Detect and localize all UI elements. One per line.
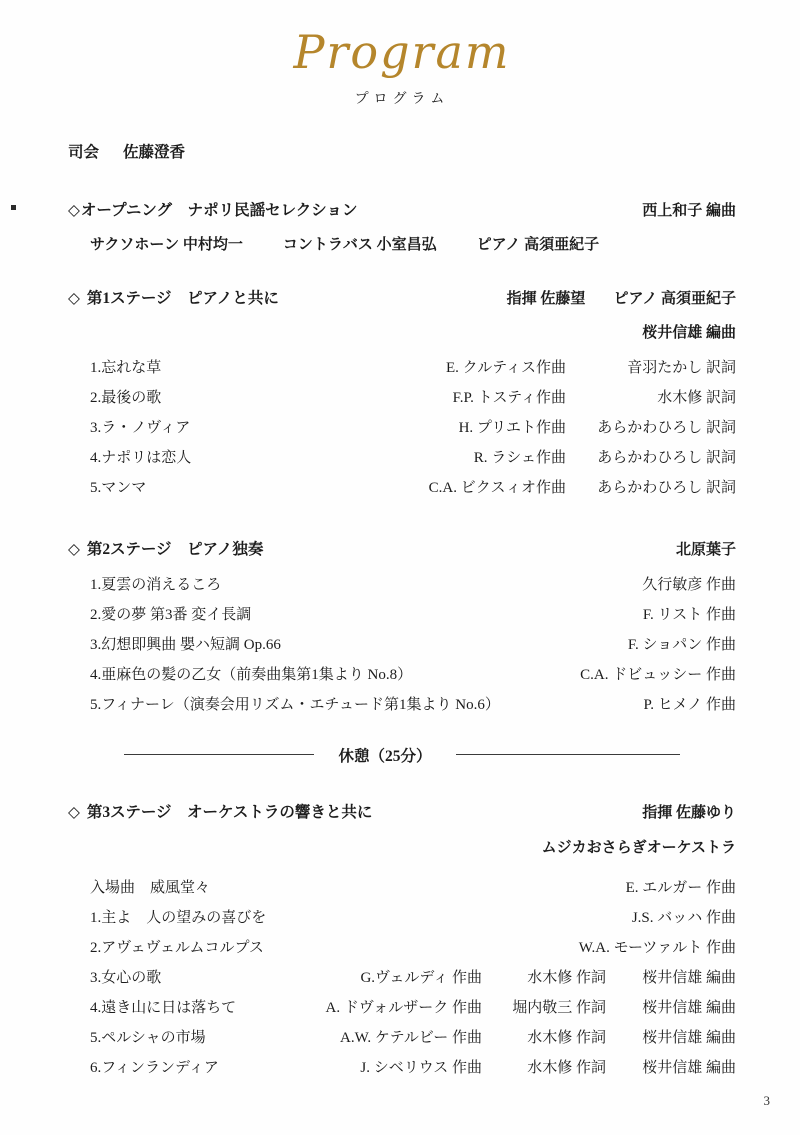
- song-name: フィナーレ（演奏会用リズム・エチュード第1集より No.6）: [101, 696, 500, 713]
- lyricist-credit: 水木修 作詞: [527, 1059, 606, 1076]
- arranger-credit: 桜井信雄 編曲: [642, 1029, 736, 1046]
- song-number: 5.: [90, 1029, 102, 1046]
- song-name: ナポリは恋人: [101, 449, 192, 466]
- composer-credit: A.W. ケテルビー 作曲: [340, 1029, 482, 1046]
- song-title: [90, 939, 561, 957]
- diamond-icon: ◇: [68, 201, 80, 219]
- song-title: [90, 449, 456, 467]
- composer-credit: F. リスト 作曲: [642, 606, 736, 623]
- song-name: 幻想即興曲 嬰ハ短調 Op.66: [101, 636, 281, 653]
- song-title: [90, 419, 441, 437]
- performer-contrabass: コントラバス 小室昌弘: [282, 236, 437, 253]
- song-title: [90, 479, 411, 497]
- composer-credit: H. プリエト作曲: [458, 419, 566, 436]
- song-number: 2.: [90, 606, 102, 623]
- song-number: 3.: [90, 969, 102, 986]
- song-title: [90, 1029, 322, 1047]
- section-header-stage2: [68, 537, 736, 559]
- divider-line-left: [124, 754, 314, 755]
- lyricist-credit: 水木修 作詞: [527, 969, 606, 986]
- performer-saxophone: サクソホーン 中村均一: [90, 236, 243, 253]
- stage2-performer: 北原葉子: [675, 541, 736, 558]
- composer-credit: 久行敏彦 作曲: [642, 576, 736, 593]
- composer-credit: E. クルティス作曲: [445, 359, 566, 376]
- song-name: 遠き山に日は落ちて: [101, 999, 237, 1016]
- diamond-icon: ◇: [68, 540, 80, 558]
- stage2-title: [68, 537, 676, 559]
- section-header-stage3: [68, 800, 736, 822]
- song-name: 最後の歌: [101, 389, 162, 406]
- stage2-credits: [676, 538, 736, 559]
- song-number: 2.: [90, 939, 102, 956]
- composer-credit: J. シベリウス 作曲: [360, 1059, 482, 1076]
- song-title: [90, 879, 608, 897]
- page-title-script: Program: [293, 25, 511, 79]
- arranger-credit: 桜井信雄 編曲: [642, 999, 736, 1016]
- song-title: [90, 999, 308, 1017]
- song-name: アヴェヴェルムコルプス: [101, 939, 264, 956]
- song-row: [68, 939, 736, 957]
- song-name: マンマ: [101, 479, 147, 496]
- stage1-pianist: ピアノ 高須亜紀子: [613, 290, 736, 307]
- composer-credit: C.A. ドビュッシー 作曲: [580, 666, 736, 683]
- song-title: [90, 909, 614, 927]
- composer-credit: G.ヴェルディ 作曲: [360, 969, 482, 986]
- composer-credit: J.S. バッハ 作曲: [631, 909, 736, 926]
- emcee-role: 司会: [68, 143, 100, 161]
- opening-title-text: オープニング ナポリ民謡セレクション: [80, 201, 358, 219]
- song-row: [68, 909, 736, 927]
- song-number: 3.: [90, 419, 102, 436]
- song-name: 女心の歌: [101, 969, 162, 986]
- lyricist-credit: 水木修 作詞: [527, 1029, 606, 1046]
- opening-arranger: 西上和子 編曲: [642, 202, 736, 219]
- stage3-title-text: 第3ステージ オーケストラの響きと共に: [86, 803, 373, 821]
- song-row: [68, 359, 736, 377]
- stage1-arranger: 桜井信雄 編曲: [642, 324, 736, 341]
- song-name: 主よ 人の望みの喜びを: [101, 909, 267, 926]
- composer-credit: P. ヒメノ 作曲: [643, 696, 736, 713]
- song-title: [90, 969, 342, 987]
- song-row: [68, 479, 736, 497]
- song-number: 1.: [90, 359, 102, 376]
- stage1-items: [68, 359, 736, 497]
- lyricist-credit: あらかわひろし 訳詞: [597, 449, 736, 466]
- diamond-icon: ◇: [68, 289, 80, 307]
- song-number: 1.: [90, 576, 102, 593]
- stage3-items-b: [68, 969, 736, 1077]
- song-number: 入場曲: [90, 879, 151, 896]
- composer-credit: E. エルガー 作曲: [625, 879, 736, 896]
- composer-credit: W.A. モーツァルト 作曲: [578, 939, 736, 956]
- song-name: ペルシャの市場: [101, 1029, 206, 1046]
- opening-credits: [642, 199, 736, 220]
- song-title: [90, 576, 624, 594]
- performer-piano: ピアノ 高須亜紀子: [476, 236, 600, 253]
- song-number: 5.: [90, 696, 102, 713]
- song-row: [68, 606, 736, 624]
- intermission-divider: [68, 744, 736, 766]
- song-row: [68, 696, 736, 714]
- song-row: [68, 969, 736, 987]
- song-title: [90, 359, 428, 377]
- song-row: [68, 1029, 736, 1047]
- stage1-title: [68, 286, 507, 308]
- song-row: [68, 666, 736, 684]
- scan-artifact-dot: [11, 205, 16, 210]
- stage1-credits: [507, 287, 736, 308]
- intermission-label: 休憩（25分）: [338, 747, 432, 765]
- song-row: [68, 999, 736, 1017]
- diamond-icon: ◇: [68, 803, 80, 821]
- composer-credit: C.A. ビクスィオ作曲: [428, 479, 566, 496]
- song-name: ラ・ノヴィア: [101, 419, 191, 436]
- song-name: 愛の夢 第3番 変イ長調: [101, 606, 252, 623]
- song-name: 威風堂々: [150, 879, 211, 896]
- lyricist-credit: 音羽たかし 訳詞: [627, 359, 736, 376]
- song-row: [68, 636, 736, 654]
- song-row: [68, 389, 736, 407]
- song-title: [90, 606, 625, 624]
- stage3-items-a: [68, 879, 736, 957]
- opening-title: [68, 198, 642, 220]
- song-name: 夏雲の消えるころ: [101, 576, 222, 593]
- song-number: 6.: [90, 1059, 102, 1076]
- arranger-credit: 桜井信雄 編曲: [642, 969, 736, 986]
- arranger-credit: 桜井信雄 編曲: [642, 1059, 736, 1076]
- song-title: [90, 389, 435, 407]
- section-header-stage1: [68, 286, 736, 308]
- divider-line-right: [456, 754, 680, 755]
- lyricist-credit: 水木修 訳詞: [657, 389, 736, 406]
- composer-credit: F. ショパン 作曲: [627, 636, 736, 653]
- emcee-line: [68, 140, 736, 162]
- song-title: [90, 636, 610, 654]
- section-header-opening: [68, 198, 736, 220]
- song-number: 2.: [90, 389, 102, 406]
- stage3-credits: [642, 801, 736, 822]
- song-row: [68, 1059, 736, 1077]
- emcee-name: 佐藤澄香: [123, 143, 186, 161]
- stage3-title: [68, 800, 642, 822]
- lyricist-credit: あらかわひろし 訳詞: [597, 479, 736, 496]
- stage3-conductor: 指揮 佐藤ゆり: [642, 804, 736, 821]
- song-number: 1.: [90, 909, 102, 926]
- song-number: 5.: [90, 479, 102, 496]
- stage2-title-text: 第2ステージ ピアノ独奏: [86, 540, 264, 558]
- song-name: 亜麻色の髪の乙女（前奏曲集第1集より No.8）: [101, 666, 413, 683]
- song-row: [68, 879, 736, 897]
- song-row: [68, 449, 736, 467]
- song-name: 忘れな草: [101, 359, 162, 376]
- song-title: [90, 666, 562, 684]
- composer-credit: A. ドヴォルザーク 作曲: [325, 999, 482, 1016]
- stage1-title-text: 第1ステージ ピアノと共に: [86, 289, 279, 307]
- page-number: 3: [763, 1093, 770, 1108]
- song-row: [68, 576, 736, 594]
- song-number: 3.: [90, 636, 102, 653]
- song-name: フィンランディア: [101, 1059, 219, 1076]
- page-subtitle: プログラム: [354, 91, 450, 107]
- song-number: 4.: [90, 999, 102, 1016]
- lyricist-credit: 堀内敬三 作詞: [512, 999, 606, 1016]
- composer-credit: F.P. トスティ作曲: [452, 389, 566, 406]
- stage2-items: [68, 576, 736, 714]
- song-title: [90, 1059, 342, 1077]
- stage1-conductor: 指揮 佐藤望: [506, 290, 586, 307]
- lyricist-credit: あらかわひろし 訳詞: [597, 419, 736, 436]
- song-number: 4.: [90, 449, 102, 466]
- song-row: [68, 419, 736, 437]
- composer-credit: R. ラシェ作曲: [473, 449, 566, 466]
- stage3-orchestra: ムジカおさらぎオーケストラ: [541, 839, 736, 856]
- song-number: 4.: [90, 666, 102, 683]
- opening-performers: [68, 233, 736, 254]
- song-title: [90, 696, 626, 714]
